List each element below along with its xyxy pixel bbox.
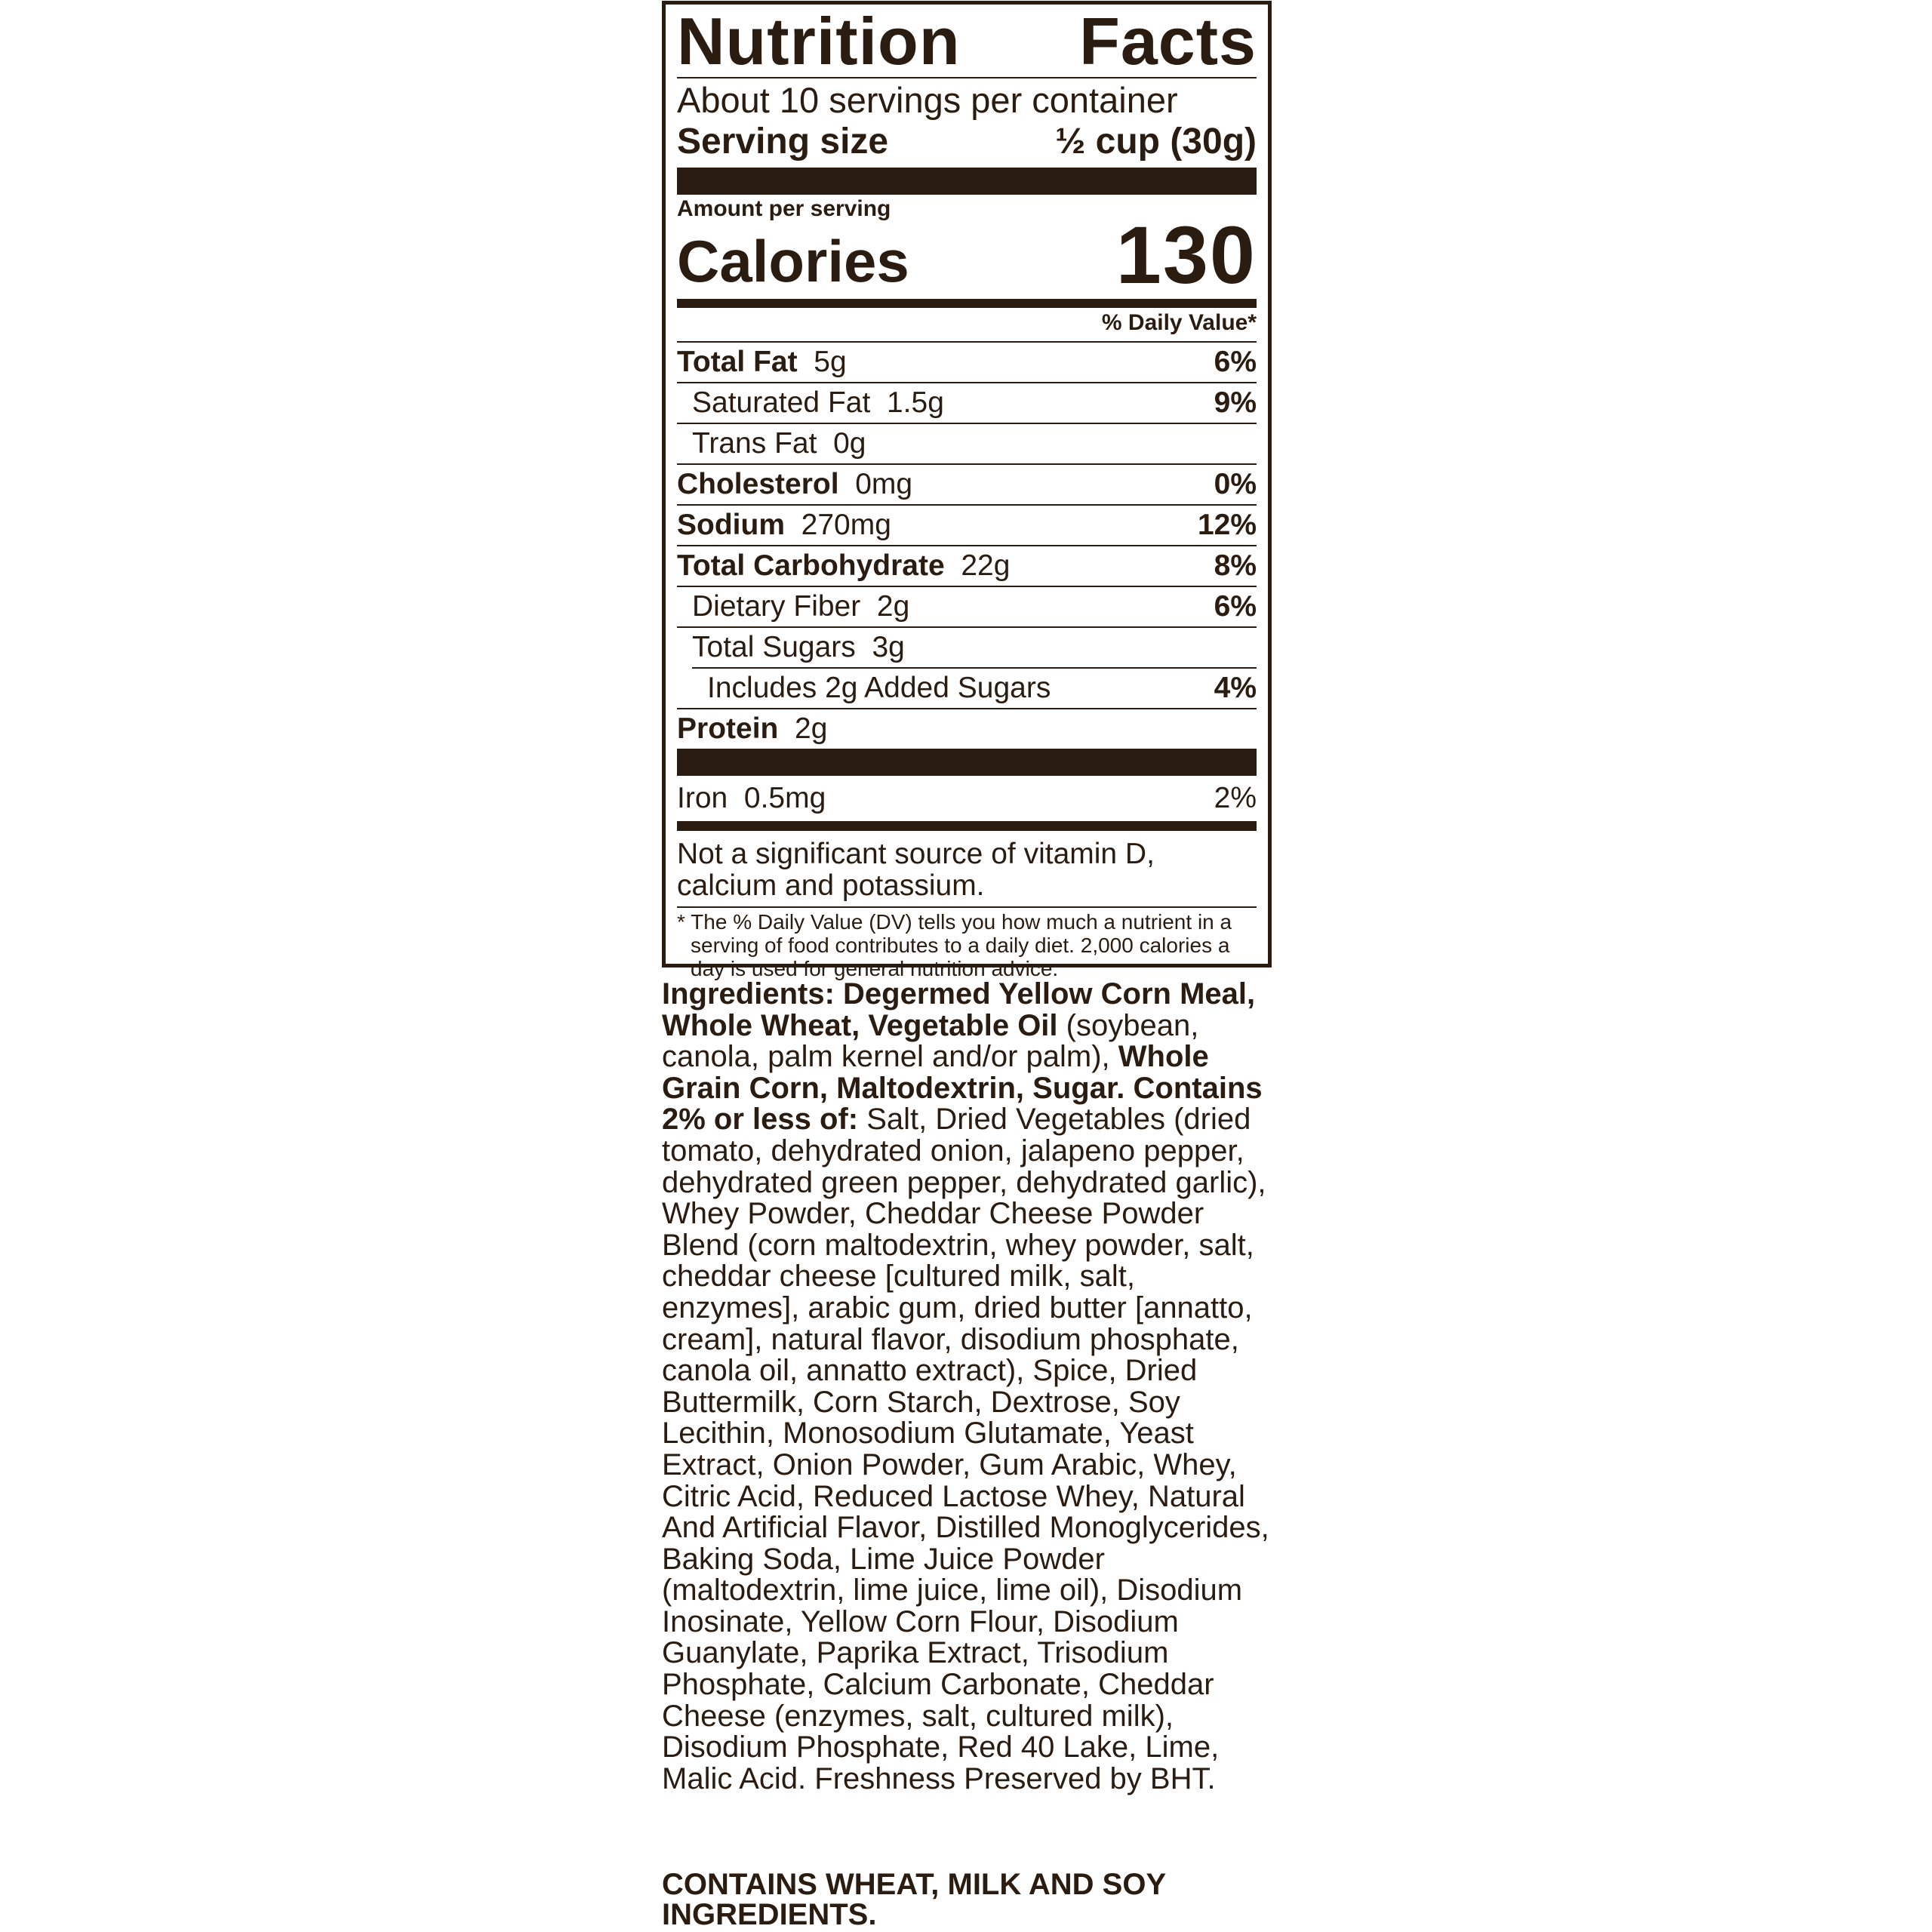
nutrient-row-total-sugars [677, 626, 1257, 667]
nutrient-row-added-sugars [692, 667, 1257, 708]
calories-label: Calories [677, 228, 909, 294]
nutrient-row-total-carbohydrate [677, 545, 1257, 586]
allergen-statement: CONTAINS WHEAT, MILK AND SOY INGREDIENTS. [662, 1868, 1166, 1931]
title-nutrition: Nutrition [677, 4, 961, 78]
nutrient-dv: 4% [1214, 672, 1257, 704]
ingredients-bold-1: Ingredients: Degermed Yellow Corn Meal, Whole Wheat, Vegetable Oil [662, 977, 1256, 1042]
nutrient-name: Total Carbohydrate [677, 549, 945, 582]
daily-value-footnote: * The % Daily Value (DV) tells you how much a nutrient in a serving of food contributes to a daily diet. 2,000 calories a day is used for general nutrition advice. [677, 910, 1232, 980]
nutrient-name: Saturated Fat [692, 386, 871, 419]
nutrient-amount: 2g [795, 712, 828, 745]
nutrient-amount: 22g [961, 549, 1011, 582]
nutrient-row-trans-fat [677, 423, 1257, 463]
nutrient-name: Total Sugars [692, 631, 856, 663]
nutrient-amount: 2g [876, 590, 910, 623]
vitamin-dv: 2% [1214, 782, 1257, 814]
nutrient-row-saturated-fat [677, 382, 1257, 423]
title-facts: Facts [1079, 4, 1257, 78]
nutrition-facts-title [677, 6, 1257, 77]
nutrient-name: Includes 2g Added Sugars [707, 672, 1051, 704]
calories-value: 130 [1115, 209, 1257, 300]
nutrient-dv: 9% [1214, 386, 1257, 419]
nutrient-row-sodium [677, 504, 1257, 545]
ingredients-list [662, 979, 1281, 1795]
nutrient-amount: 1.5g [886, 386, 944, 419]
nutrient-amount: 5g [814, 346, 847, 378]
serving-size-value: ½ cup (30g) [1055, 122, 1257, 162]
nutrient-row-total-fat [677, 341, 1257, 382]
serving-size-label: Serving size [677, 122, 889, 162]
nutrient-amount: 0g [833, 427, 866, 460]
nutrient-dv: 6% [1214, 346, 1257, 378]
nutrient-amount: 0mg [855, 468, 913, 500]
nutrient-name: Sodium [677, 509, 785, 541]
daily-value-header: % Daily Value* [1101, 310, 1257, 335]
ingredients-text-2: Salt, Dried Vegetables (dried tomato, dehydrated onion, jalapeno pepper, dehydrated green pepper, dehydrated garlic), Whey Powder, Cheddar Cheese Powder Blend (corn maltodextrin, whey powder, salt, cheddar cheese [cultured milk, salt, enzymes], arabic gum, dried butter [annatto, cream], natural flavor, disodium phosphate, canola oil, annatto extract), Spice, Dried Buttermilk, Corn Starch, Dextrose, Soy Lecithin, Monosodium Glutamate, Yeast Extract, Onion Powder, Gum Arabic, Whey, Citric Acid, Reduced Lactose Whey, Natural And Artificial Flavor, Distilled Monoglycerides, Baking Soda, Lime Juice Powder (maltodextrin, lime juice, lime oil), Disodium Inosinate, Yellow Corn Flour, Disodium Guanylate, Paprika Extract, Trisodium Phosphate, Calcium Carbonate, Cheddar Cheese (enzymes, salt, cultured milk), Disodium Phosphate, Red 40 Lake, Lime, Malic Acid. Freshness Preserved by BHT. [662, 1103, 1269, 1795]
nutrient-amount: 270mg [801, 509, 891, 541]
nutrient-dv: 8% [1214, 549, 1257, 582]
nutrient-amount: 3g [872, 631, 905, 663]
servings-per-container: About 10 servings per container [677, 80, 1178, 120]
nutrient-name: Total Fat [677, 346, 798, 378]
nutrient-row-cholesterol [677, 463, 1257, 504]
vitamin-name: Iron [677, 782, 728, 814]
ingredients-bold-2: Whole Grain Corn, Maltodextrin, Sugar. Contains 2% or less of: [662, 1040, 1263, 1137]
nutrient-name: Cholesterol [677, 468, 839, 500]
not-significant-note: Not a significant source of vitamin D, calcium and potassium. [677, 838, 1155, 902]
divider [677, 906, 1257, 908]
medium-divider [677, 821, 1257, 831]
thick-divider [677, 749, 1257, 776]
nutrient-dv: 12% [1197, 509, 1257, 541]
nutrition-facts-panel [662, 1, 1272, 980]
vitamin-row-iron [677, 776, 1257, 821]
nutrient-row-protein [677, 708, 1257, 749]
ingredients-text-1: (soybean, canola, palm kernel and/or palm), [662, 1008, 1199, 1074]
vitamin-amount: 0.5mg [743, 782, 826, 814]
nutrient-row-dietary-fiber [677, 586, 1257, 626]
serving-size-row [677, 121, 1257, 163]
calories-row [677, 209, 1257, 300]
nutrient-name: Dietary Fiber [692, 590, 861, 623]
nutrient-name: Trans Fat [692, 427, 817, 460]
nutrient-name: Protein [677, 712, 779, 745]
nutrient-dv: 0% [1214, 468, 1257, 500]
thick-divider [677, 168, 1257, 195]
amount-per-serving: Amount per serving [677, 196, 891, 221]
nutrient-dv: 6% [1214, 590, 1257, 623]
